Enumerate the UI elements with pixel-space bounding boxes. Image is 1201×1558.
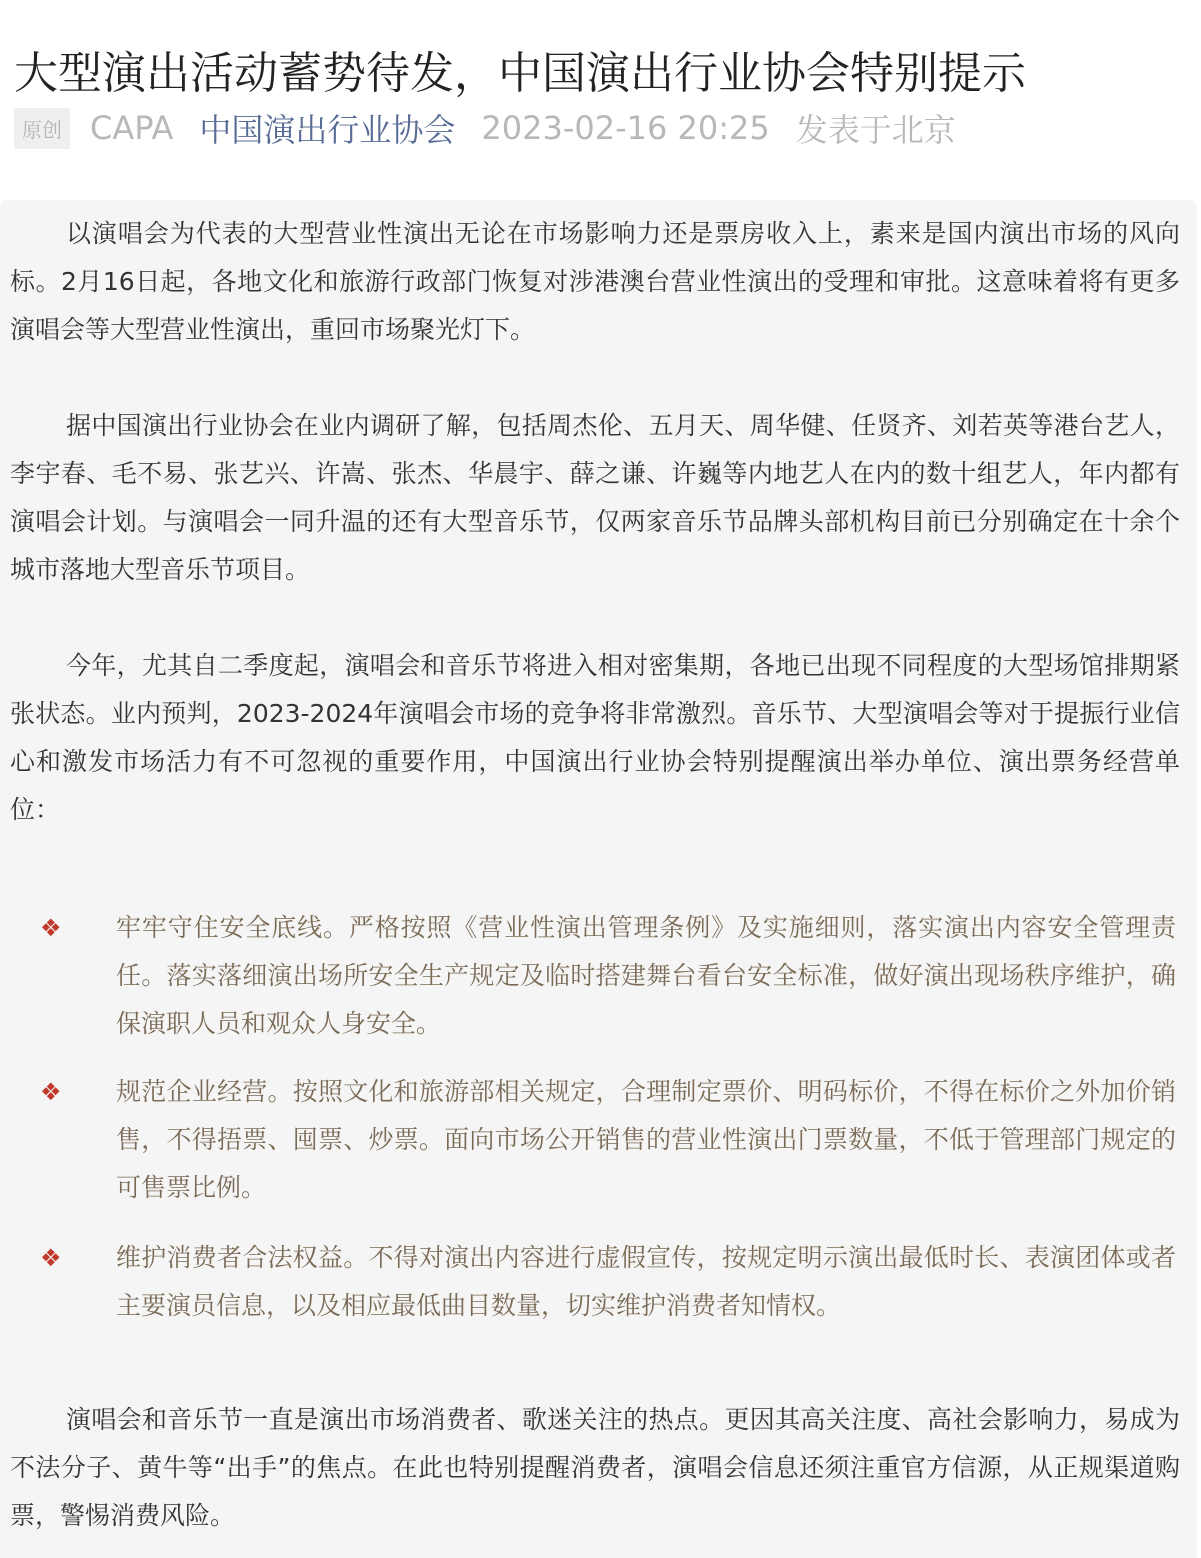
publish-time: 2023-02-16 20:25: [481, 109, 770, 147]
closing-paragraph: 演唱会和音乐节一直是演出市场消费者、歌迷关注的热点。更因其高关注度、高社会影响力，易成为不法分子、黄牛等“出手”的焦点。在此也特别提醒消费者，演唱会信息还须注重官方信源，从正规渠道购票，警惕消费风险。: [10, 1405, 1180, 1530]
original-badge: 原创: [14, 108, 70, 149]
paragraph-2: 据中国演出行业协会在业内调研了解，包括周杰伦、五月天、周华健、任贤齐、刘若英等港台艺人，李宇春、毛不易、张艺兴、许嵩、张杰、华晨宇、薛之谦、许巍等内地艺人在内的数十组艺人，年内都有演唱会计划。与演唱会一同升温的还有大型音乐节，仅两家音乐节品牌头部机构目前已分别确定在十余个城市落地大型音乐节项目。: [10, 411, 1180, 584]
bullet-text: 牢牢守住安全底线。严格按照《营业性演出管理条例》及实施细则，落实演出内容安全管理责任。落实落细演出场所安全生产规定及临时搭建舞台看台安全标准，做好演出现场秩序维护，确保演职人员和观众人身安全。: [116, 913, 1176, 1038]
article-body: [0, 200, 1197, 1558]
bullet-item: [40, 1234, 1180, 1330]
article-meta: [14, 104, 956, 152]
author-name: CAPA: [90, 109, 174, 147]
article-title: 大型演出活动蓄势待发，中国演出行业协会特别提示: [14, 48, 1026, 100]
paragraph-1: 以演唱会为代表的大型营业性演出无论在市场影响力还是票房收入上，素来是国内演出市场的风向标。2月16日起，各地文化和旅游行政部门恢复对涉港澳台营业性演出的受理和审批。这意味着将有更多演唱会等大型营业性演出，重回市场聚光灯下。: [10, 219, 1180, 344]
bullet-item: [40, 904, 1180, 1048]
diamond-bullet-icon: ❖: [40, 1078, 62, 1106]
account-link[interactable]: 中国演出行业协会: [199, 111, 456, 149]
diamond-bullet-icon: ❖: [40, 1244, 62, 1272]
paragraph-3: 今年，尤其自二季度起，演唱会和音乐节将进入相对密集期，各地已出现不同程度的大型场馆排期紧张状态。业内预判，2023-2024年演唱会市场的竞争将非常激烈。音乐节、大型演唱会等对于提振行业信心和激发市场活力有不可忽视的重要作用，中国演出行业协会特别提醒演出举办单位、演出票务经营单位：: [10, 651, 1180, 824]
bullet-text: 维护消费者合法权益。不得对演出内容进行虚假宣传，按规定明示演出最低时长、表演团体或者主要演员信息，以及相应最低曲目数量，切实维护消费者知情权。: [116, 1243, 1176, 1320]
publish-location: 发表于北京: [795, 111, 956, 149]
bullet-item: [40, 1068, 1180, 1212]
diamond-bullet-icon: ❖: [40, 914, 62, 942]
bullet-text: 规范企业经营。按照文化和旅游部相关规定，合理制定票价、明码标价，不得在标价之外加价销售，不得捂票、囤票、炒票。面向市场公开销售的营业性演出门票数量，不低于管理部门规定的可售票比例。: [116, 1077, 1176, 1202]
